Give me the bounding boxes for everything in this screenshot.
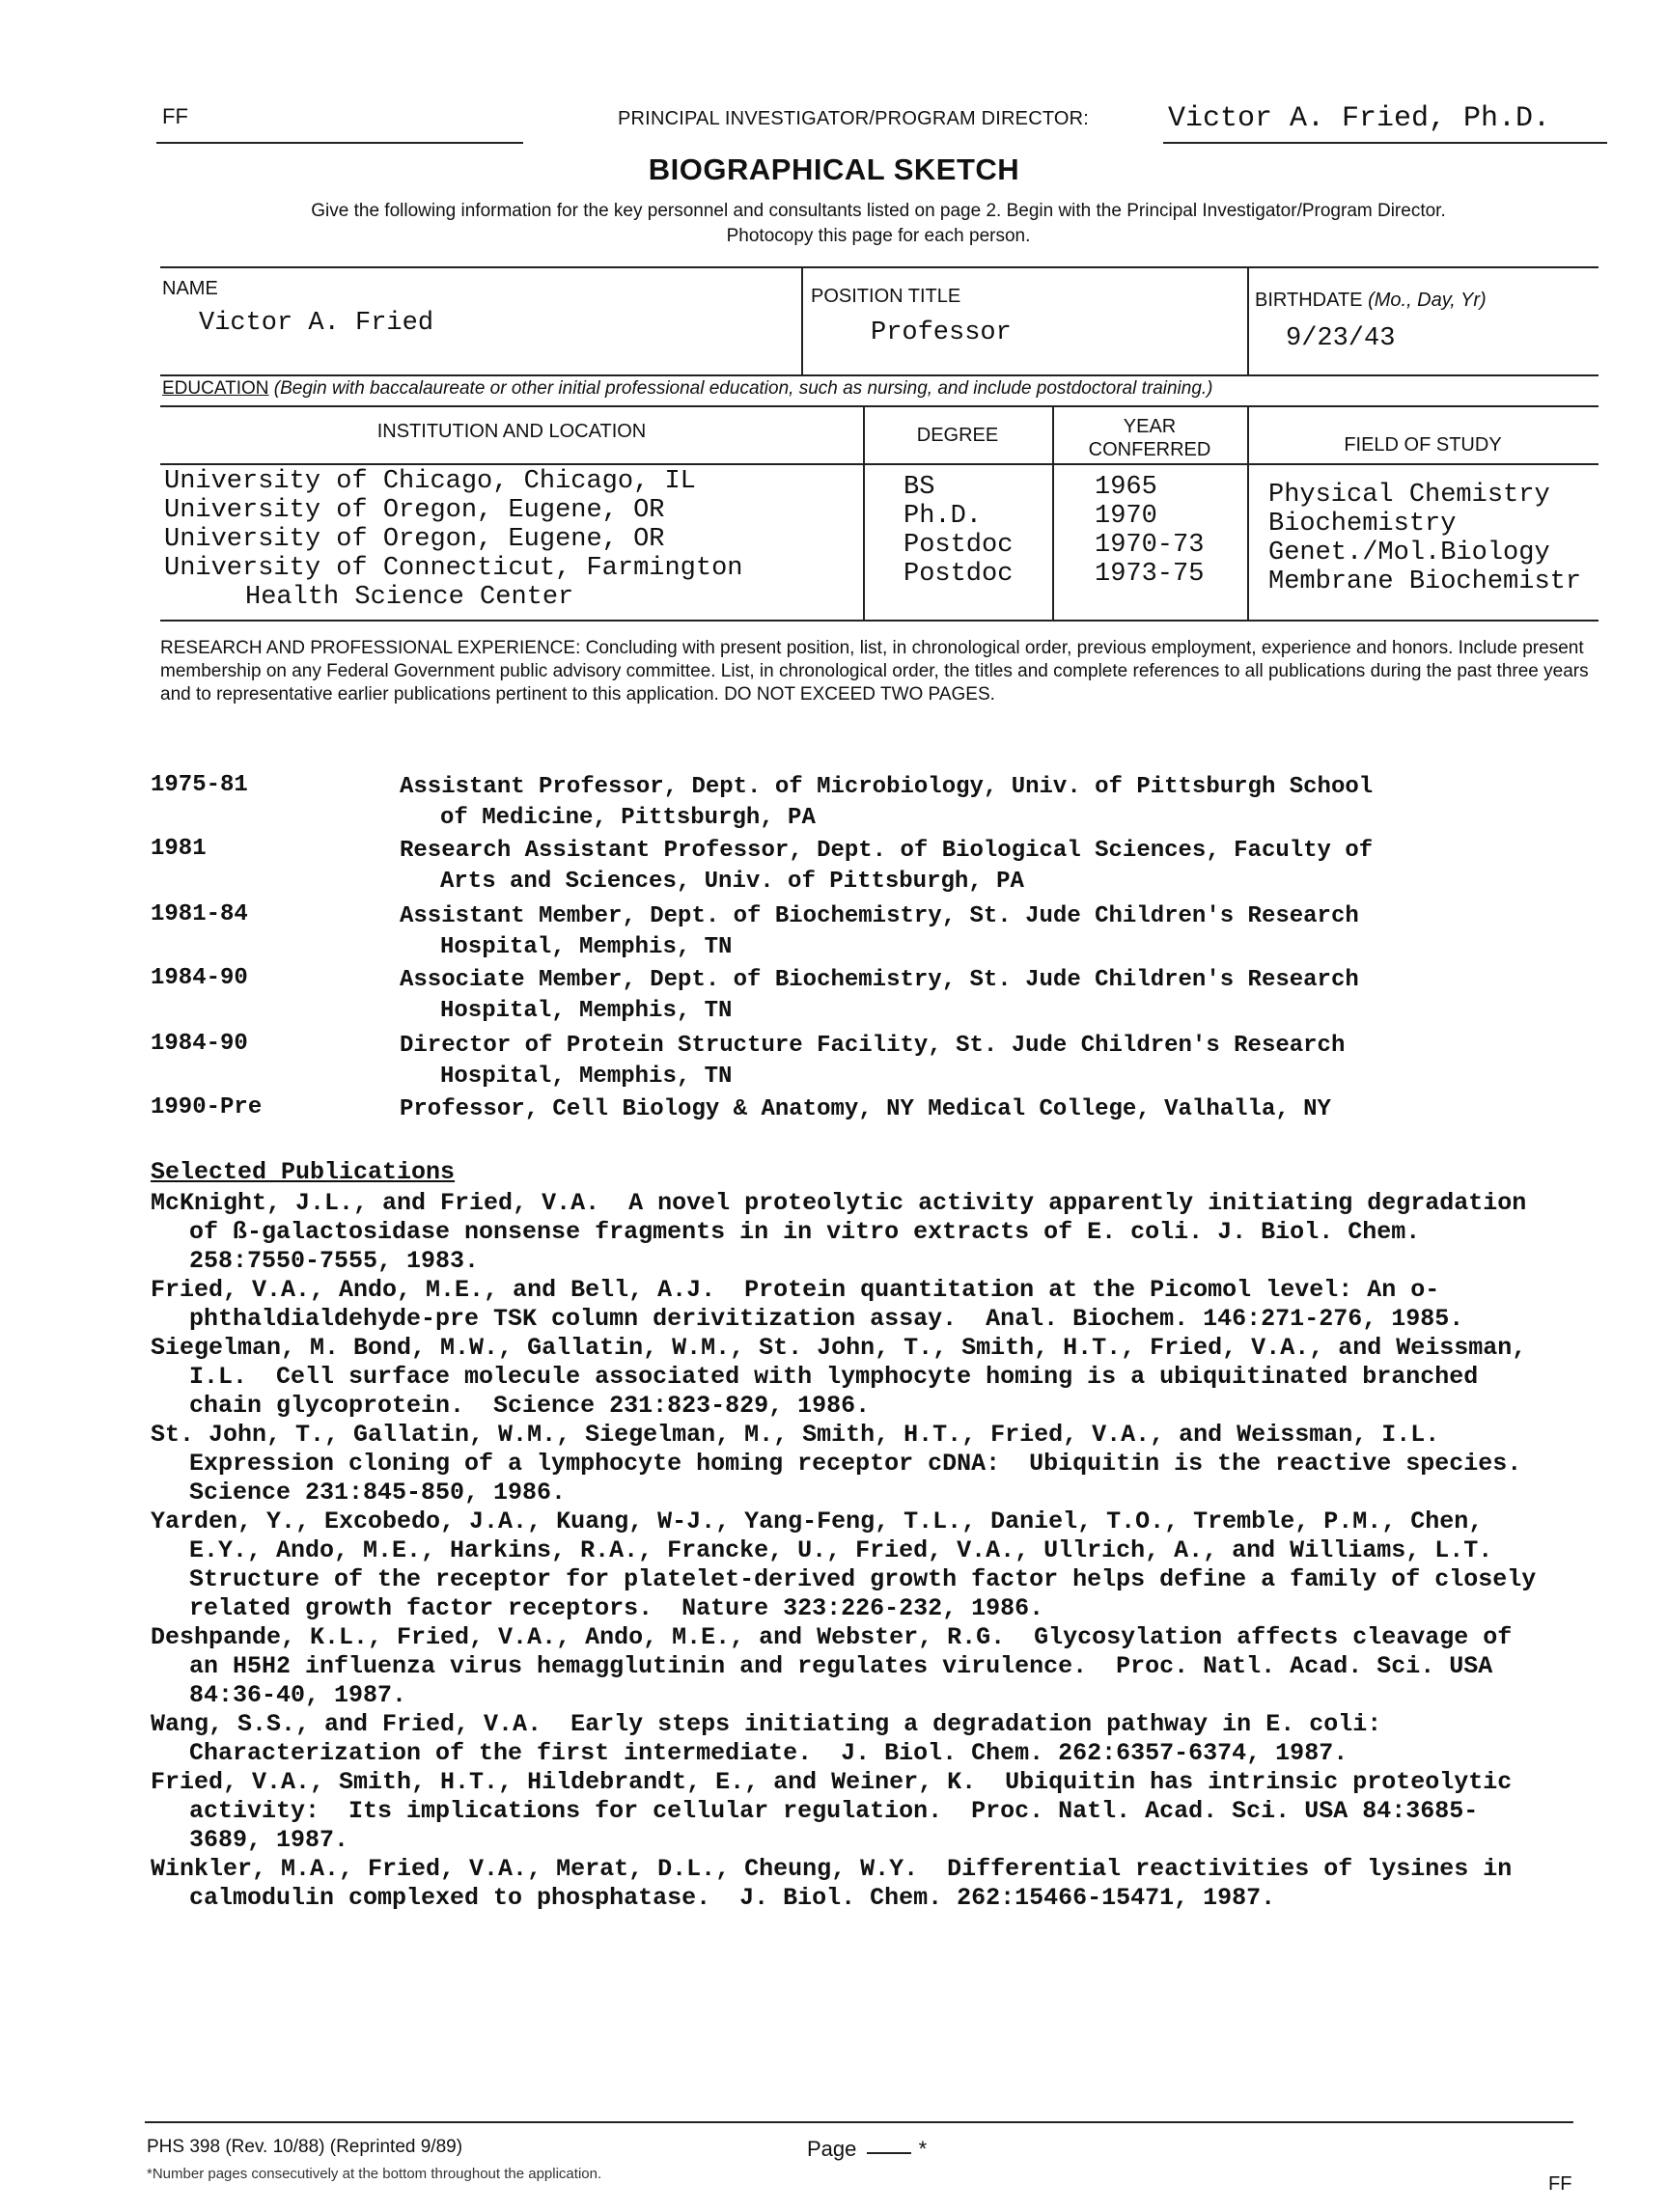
corner-mark-bottom: FF bbox=[1548, 2173, 1572, 2195]
publications-list bbox=[151, 1189, 1550, 1913]
position-value: Professor bbox=[871, 318, 1012, 347]
exp-line: Assistant Professor, Dept. of Microbiology, Univ. of Pittsburgh School bbox=[400, 774, 1374, 800]
position-label: POSITION TITLE bbox=[811, 286, 961, 307]
exp-line: Associate Member, Dept. of Biochemistry, St. Jude Children's Research bbox=[400, 967, 1359, 993]
exp-years: 1990-Pre bbox=[151, 1094, 263, 1120]
education-heading-line bbox=[162, 378, 1213, 400]
identity-divider-2 bbox=[1247, 268, 1249, 374]
edu-field: Genet./Mol.Biology bbox=[1268, 539, 1550, 567]
birthdate-value: 9/23/43 bbox=[1286, 324, 1396, 353]
edu-degree: Postdoc bbox=[904, 531, 1014, 560]
exp-years: 1981-84 bbox=[151, 901, 248, 927]
exp-line-cont: Hospital, Memphis, TN bbox=[440, 934, 733, 960]
footer-rule bbox=[145, 2121, 1573, 2123]
birthdate-label-group bbox=[1255, 290, 1487, 312]
education-rule-bottom bbox=[160, 620, 1598, 622]
exp-line: Professor, Cell Biology & Anatomy, NY Medical College, Valhalla, NY bbox=[400, 1096, 1331, 1122]
corner-mark-top: FF bbox=[162, 104, 188, 128]
edu-institution: University of Oregon, Eugene, OR bbox=[164, 496, 665, 525]
header-rule-left bbox=[156, 142, 523, 144]
exp-line-cont: Hospital, Memphis, TN bbox=[440, 998, 733, 1024]
publication-item: McKnight, J.L., and Fried, V.A. A novel proteolytic activity apparently initiating degradation of ß-galactosidase nonsense fragments in in vitro extracts of E. coli. J. Biol. Chem. 258:7550-7555, 1983. bbox=[151, 1189, 1542, 1275]
name-label: NAME bbox=[162, 278, 218, 299]
exp-years: 1984-90 bbox=[151, 965, 248, 991]
form-instructions: Give the following information for the key personnel and consultants listed on page 2. Begin with the Principal Investigator/Program Director. Photocopy this page for each person. bbox=[311, 201, 1446, 246]
edu-degree: Postdoc bbox=[904, 560, 1014, 589]
exp-entry bbox=[400, 965, 1539, 1027]
page-title: BIOGRAPHICAL SKETCH bbox=[648, 152, 1020, 186]
exp-years: 1975-81 bbox=[151, 772, 248, 798]
publications-heading: Selected Publications bbox=[151, 1158, 456, 1186]
edu-institution: University of Chicago, Chicago, IL bbox=[164, 467, 696, 496]
birthdate-format: (Mo., Day, Yr) bbox=[1368, 290, 1487, 311]
edu-fields bbox=[1268, 481, 1597, 596]
edu-year: 1970-73 bbox=[1095, 531, 1205, 560]
publication-item: Fried, V.A., Ando, M.E., and Bell, A.J. Protein quantitation at the Picomol level: An o-phthaldialdehyde-pre TSK column derivitization assay. Anal. Biochem. 146:271-276, 1985. bbox=[151, 1276, 1464, 1333]
edu-year: 1970 bbox=[1095, 502, 1157, 531]
exp-years: 1981 bbox=[151, 836, 207, 862]
education-heading: EDUCATION bbox=[162, 378, 269, 399]
exp-years: 1984-90 bbox=[151, 1031, 248, 1057]
name-value: Victor A. Fried bbox=[199, 309, 434, 338]
pi-name-underline bbox=[1163, 142, 1607, 144]
footer-note: *Number pages consecutively at the bottom throughout the application. bbox=[147, 2166, 602, 2182]
edu-institutions bbox=[164, 467, 743, 612]
pi-label: PRINCIPAL INVESTIGATOR/PROGRAM DIRECTOR: bbox=[618, 108, 1090, 129]
edu-degree: BS bbox=[904, 473, 935, 502]
exp-entry bbox=[400, 836, 1539, 898]
education-heading-note: (Begin with baccalaureate or other initial professional education, such as nursing, and include postdoctoral training.) bbox=[273, 378, 1213, 399]
page-number-blank bbox=[867, 2152, 911, 2154]
col-institution: INSTITUTION AND LOCATION bbox=[376, 421, 647, 442]
form-id: PHS 398 (Rev. 10/88) (Reprinted 9/89) bbox=[147, 2137, 463, 2157]
exp-entry bbox=[400, 901, 1539, 963]
exp-entry bbox=[400, 1031, 1539, 1092]
exp-line: Assistant Member, Dept. of Biochemistry, St. Jude Children's Research bbox=[400, 903, 1359, 929]
publication-item: St. John, T., Gallatin, W.M., Siegelman, M., Smith, H.T., Fried, V.A., and Weissman, I.L. Expression cloning of a lymphocyte homing receptor cDNA: Ubiquitin is the reactive species. Science 231:845-850, 1986. bbox=[151, 1421, 1551, 1507]
exp-line: Research Assistant Professor, Dept. of Biological Sciences, Faculty of bbox=[400, 838, 1374, 864]
identity-divider-1 bbox=[801, 268, 803, 374]
education-rule-header bbox=[160, 463, 1598, 465]
birthdate-label: BIRTHDATE bbox=[1255, 290, 1363, 311]
edu-degrees bbox=[904, 473, 1013, 589]
publication-item: Wang, S.S., and Fried, V.A. Early steps initiating a degradation pathway in E. coli: Characterization of the first intermediate. J. Biol. Chem. 262:6357-6374, 1987. bbox=[151, 1710, 1397, 1767]
publication-item: Siegelman, M. Bond, M.W., Gallatin, W.M., St. John, T., Smith, H.T., Fried, V.A., and Weissman, I.L. Cell surface molecule associated with lymphocyte homing is a ubiquitinated branched chain glycoprotein. Science 231:823-829, 1986. bbox=[151, 1334, 1542, 1420]
edu-field: Physical Chemistry bbox=[1268, 481, 1550, 510]
publication-item: Deshpande, K.L., Fried, V.A., Ando, M.E., and Webster, R.G. Glycosylation affects cleavage of an H5H2 influenza virus hemagglutinin and regulates virulence. Proc. Natl. Acad. Sci. USA 84:36-40, 1987. bbox=[151, 1623, 1527, 1709]
edu-field: Membrane Biochemistr bbox=[1268, 567, 1582, 596]
page-label-group bbox=[807, 2137, 927, 2162]
pi-name: Victor A. Fried, Ph.D. bbox=[1168, 102, 1551, 135]
exp-line-cont: Hospital, Memphis, TN bbox=[440, 1064, 733, 1090]
page-label: Page bbox=[807, 2137, 857, 2161]
publication-item: Yarden, Y., Excobedo, J.A., Kuang, W-J., Yang-Feng, T.L., Daniel, T.O., Tremble, P.M., Chen, E.Y., Ando, M.E., Harkins, R.A., Francke, U., Fried, V.A., Ullrich, A., and Williams, L.T. Structure of the receptor for platelet-derived growth factor helps define a family of closely related growth factor receptors. Nature 323:226-232, 1986. bbox=[151, 1507, 1551, 1622]
education-rule-top bbox=[160, 405, 1598, 407]
exp-entry bbox=[400, 1094, 1539, 1125]
edu-institution: University of Connecticut, Farmington bbox=[164, 554, 743, 583]
col-year-line1: YEAR bbox=[1123, 416, 1177, 437]
edu-year: 1965 bbox=[1095, 473, 1157, 502]
edu-field: Biochemistry bbox=[1268, 510, 1457, 539]
col-field: FIELD OF STUDY bbox=[1344, 434, 1502, 456]
identity-box bbox=[160, 266, 1598, 376]
exp-entry bbox=[400, 772, 1539, 834]
exp-line-cont: Arts and Sciences, Univ. of Pittsburgh, PA bbox=[440, 869, 1024, 895]
edu-institution: Health Science Center bbox=[245, 583, 574, 612]
experience-instructions: RESEARCH AND PROFESSIONAL EXPERIENCE: Concluding with present position, list, in chronological order, previous employment, experience and honors. Include present membership on any Federal Government public advisory committee. List, in chronological order, the titles and complete references to all publications during the past three years and to representative earlier publications pertinent to this application. DO NOT EXCEED TWO PAGES. bbox=[160, 638, 1589, 705]
col-degree: DEGREE bbox=[916, 425, 999, 446]
col-year bbox=[1052, 415, 1247, 461]
edu-degree: Ph.D. bbox=[904, 502, 983, 531]
col-year-line2: CONFERRED bbox=[1088, 439, 1211, 460]
edu-years bbox=[1095, 473, 1204, 589]
publication-item: Winkler, M.A., Fried, V.A., Merat, D.L., Cheung, W.Y. Differential reactivities of lysines in calmodulin complexed to phosphatase. J. Biol. Chem. 262:15466-15471, 1987. bbox=[151, 1855, 1527, 1912]
exp-line: Director of Protein Structure Facility, St. Jude Children's Research bbox=[400, 1033, 1346, 1059]
edu-year: 1973-75 bbox=[1095, 560, 1205, 589]
edu-institution: University of Oregon, Eugene, OR bbox=[164, 525, 665, 554]
page-mark: * bbox=[918, 2137, 928, 2161]
exp-line-cont: of Medicine, Pittsburgh, PA bbox=[440, 805, 816, 831]
publication-item: Fried, V.A., Smith, H.T., Hildebrandt, E., and Weiner, K. Ubiquitin has intrinsic proteolytic activity: Its implications for cellular regulation. Proc. Natl. Acad. Sci. USA 84:3685-3689, 1987. bbox=[151, 1768, 1527, 1854]
